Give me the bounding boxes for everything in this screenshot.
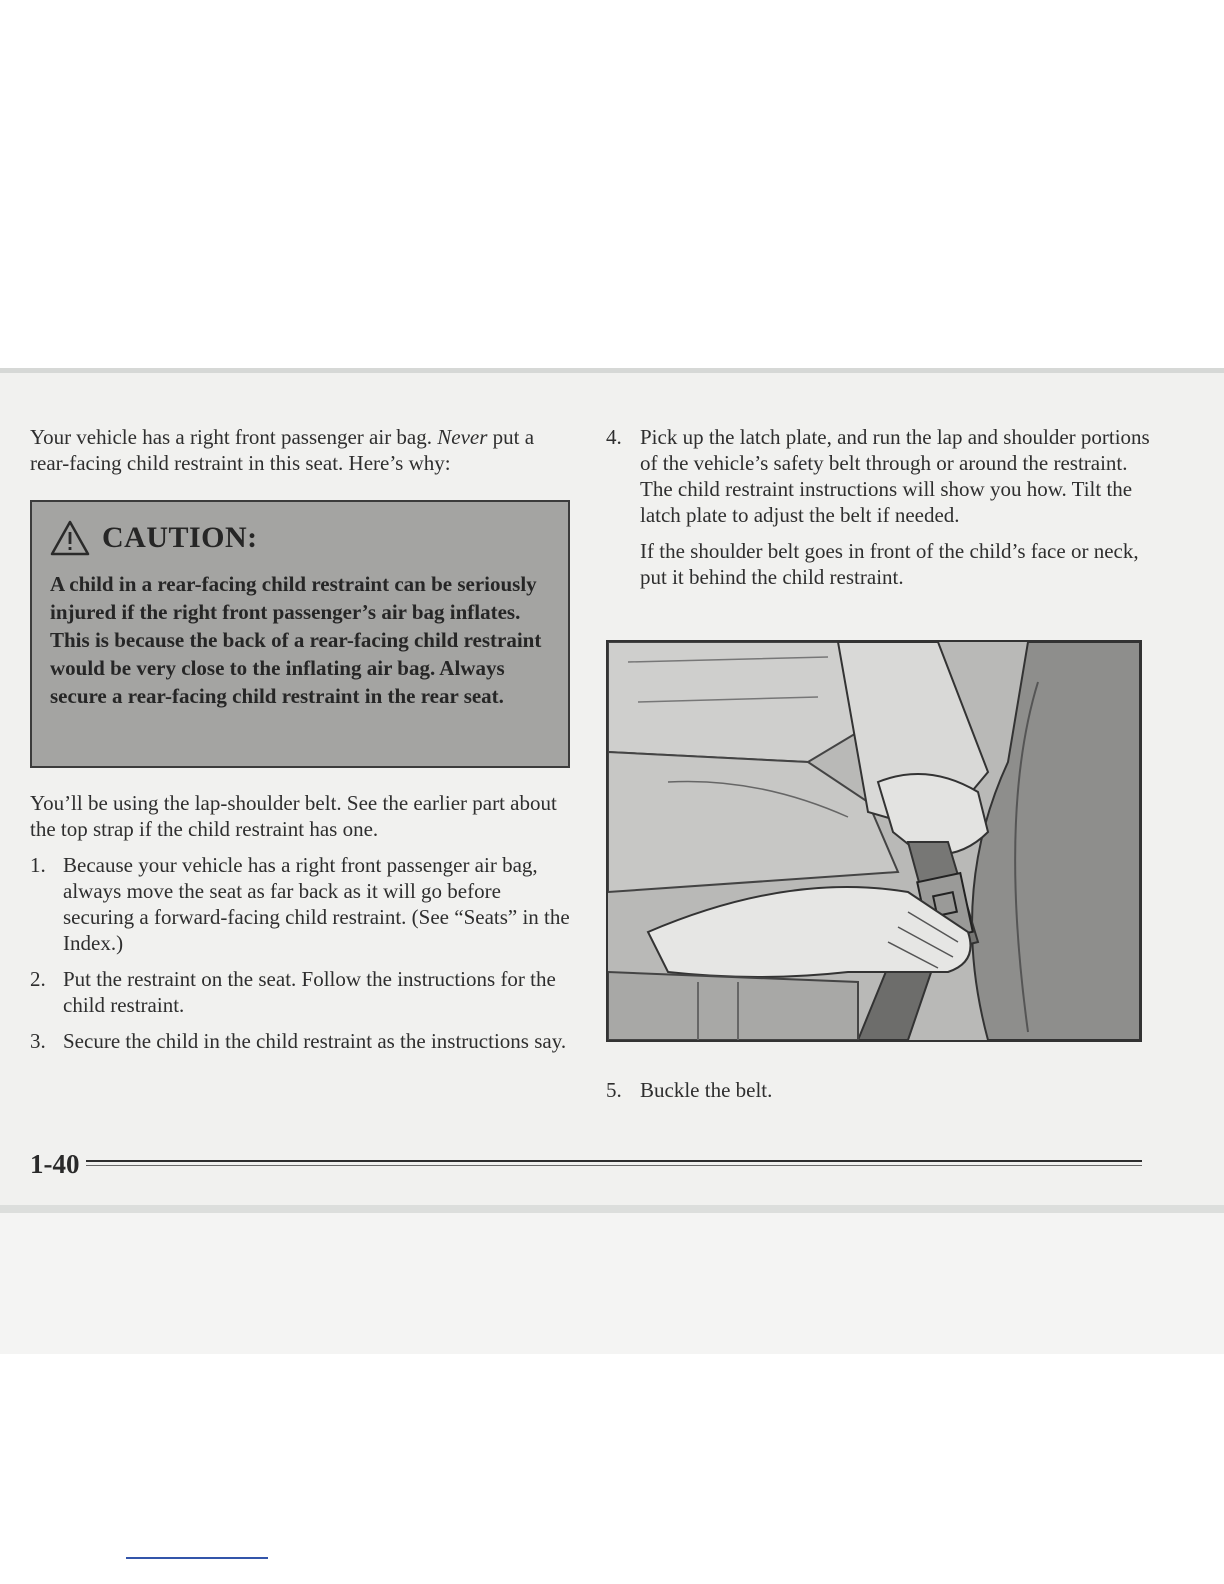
page-number: 1-40 <box>30 1148 80 1179</box>
step-4 <box>606 424 1151 528</box>
scan-edge-top <box>0 368 1224 373</box>
caution-title: CAUTION: <box>102 521 258 554</box>
footer-rule <box>86 1158 1143 1170</box>
step-number: 1. <box>30 853 46 877</box>
intro-paragraph <box>30 424 570 476</box>
step-text: Secure the child in the child restraint as the instructions say. <box>63 1029 567 1053</box>
left-column <box>30 424 570 1064</box>
step-number: 2. <box>30 967 46 991</box>
scan-lower-margin <box>0 1213 1224 1354</box>
caution-box <box>30 500 570 768</box>
step-number: 3. <box>30 1029 46 1053</box>
scan-edge-bottom <box>0 1205 1224 1213</box>
caution-header <box>50 520 552 556</box>
step-number: 5. <box>606 1078 622 1102</box>
bottom-underline-mark <box>126 1557 268 1559</box>
step-text: Put the restraint on the seat. Follow the instructions for the child restraint. <box>63 967 556 1017</box>
seat-belt-illustration <box>606 640 1142 1042</box>
intro-text: Your vehicle has a right front passenger air bag. <box>30 425 433 449</box>
step-text: Buckle the belt. <box>640 1078 773 1102</box>
shoulder-belt-note: If the shoulder belt goes in front of the child’s face or neck, put it behind the child restraint. <box>640 539 1139 589</box>
step-number: 4. <box>606 425 622 449</box>
step-5 <box>606 1078 772 1103</box>
lap-shoulder-paragraph: You’ll be using the lap-shoulder belt. See the earlier part about the top strap if the child restraint has one. <box>30 791 557 841</box>
warning-triangle-icon <box>50 520 90 556</box>
belt-buckle-drawing <box>608 642 1140 1040</box>
caution-text: A child in a rear-facing child restraint can be seriously injured if the right front passenger’s air bag inflates. This is because the back of a rear-facing child restraint would be very close to the inflating air bag. Always secure a rear-facing child restraint in the rear seat. <box>50 572 542 708</box>
list-item <box>30 852 570 956</box>
step-text: Pick up the latch plate, and run the lap and shoulder portions of the vehicle’s safety belt through or around the restraint. The child restraint instructions will show you how. Tilt the latch plate to adjust the belt if needed. <box>640 425 1150 527</box>
list-item <box>30 1028 570 1054</box>
step-text: Because your vehicle has a right front passenger air bag, always move the seat as far back as it will go before securing a forward-facing child restraint. (See “Seats” in the Index.) <box>63 853 570 955</box>
page-footer <box>30 1146 1142 1182</box>
intro-tail: put a rear-facing child restraint in this seat. Here’s why: <box>30 425 535 475</box>
intro-emphasis: Never <box>437 425 488 449</box>
right-column <box>606 424 1151 590</box>
steps-list <box>30 852 570 1054</box>
list-item <box>30 966 570 1018</box>
